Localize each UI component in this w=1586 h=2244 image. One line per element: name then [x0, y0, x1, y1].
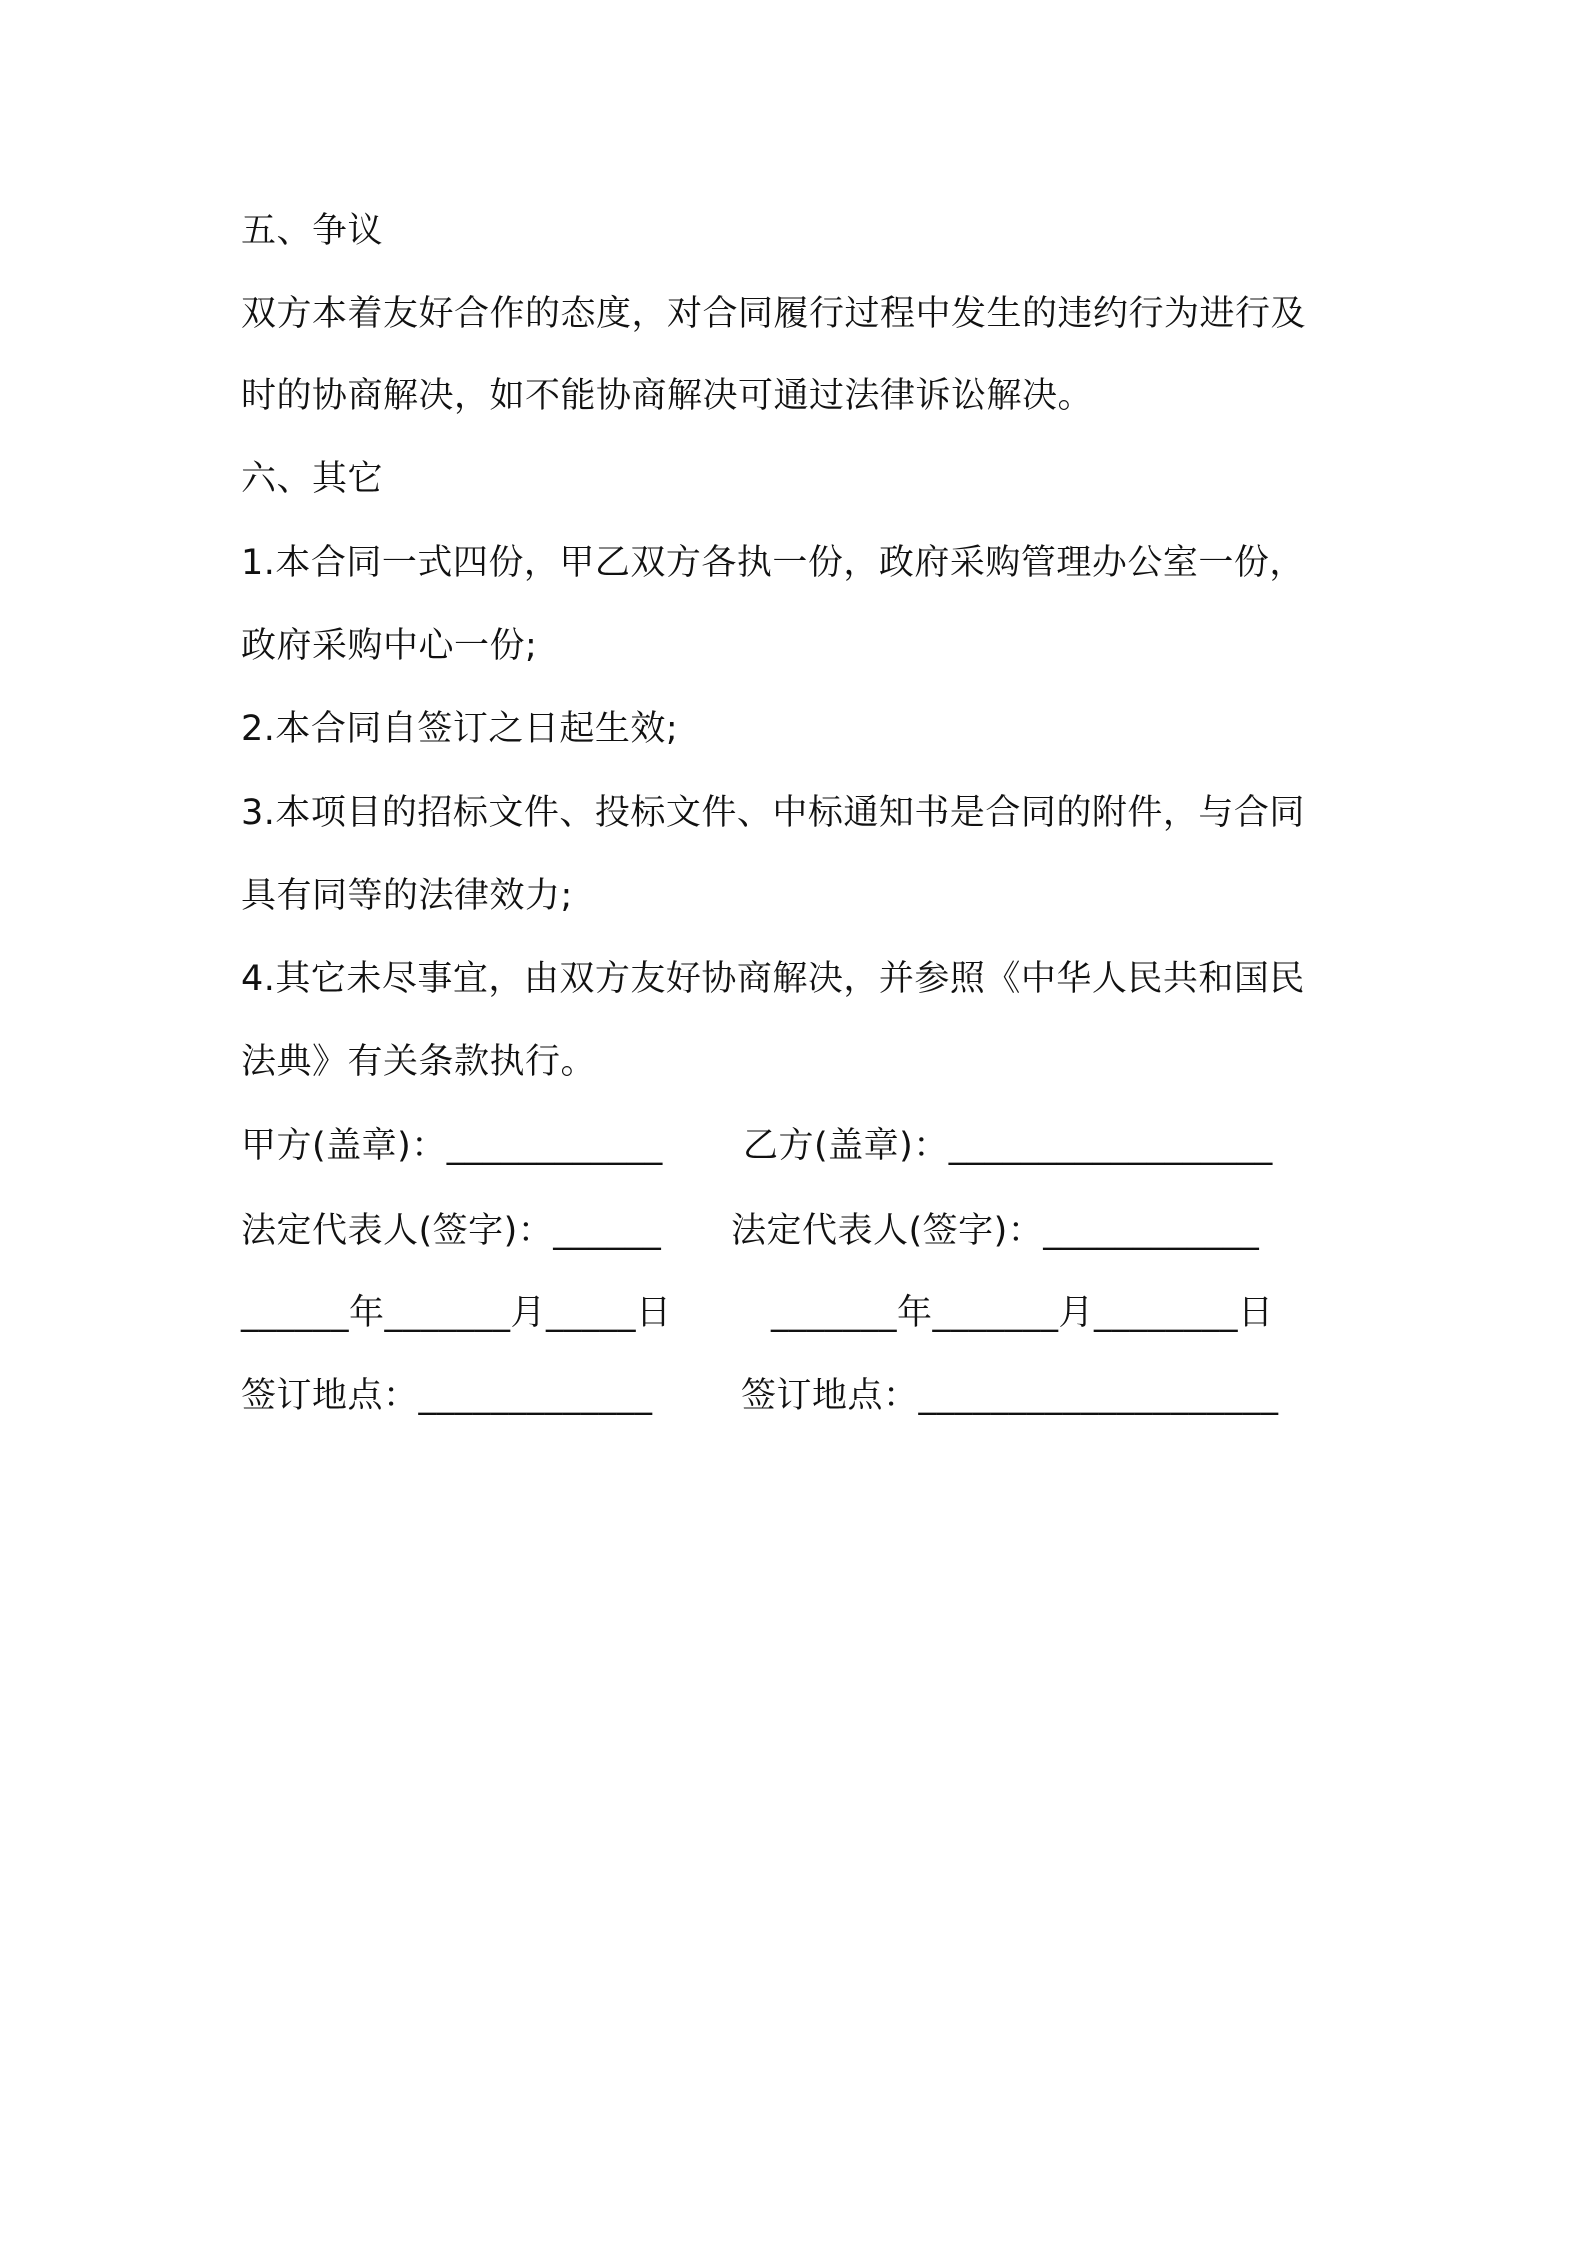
section-6-item-3-line-1: 3.本项目的招标文件、投标文件、中标通知书是合同的附件，与合同 — [241, 793, 1305, 833]
party-a-place-field: 签订地点：_____________ — [241, 1376, 653, 1416]
party-b-representative-field: 法定代表人(签字)：____________ — [731, 1211, 1260, 1251]
section-6-item-3-line-2: 具有同等的法律效力; — [241, 876, 573, 916]
section-6-item-1-line-2: 政府采购中心一份; — [241, 626, 538, 666]
section-6-item-2: 2.本合同自签订之日起生效; — [241, 709, 679, 749]
section-6-item-4-line-1: 4.其它未尽事宜，由双方友好协商解决，并参照《中华人民共和国民 — [241, 959, 1305, 999]
section-6-heading: 六、其它 — [241, 459, 384, 499]
party-a-date-field: ______年_______月_____日 — [241, 1293, 672, 1333]
party-a-seal-field: 甲方(盖章)：____________ — [241, 1126, 663, 1166]
section-5-body-line-2: 时的协商解决，如不能协商解决可通过法律诉讼解决。 — [241, 376, 1094, 416]
party-b-place-field: 签订地点：____________________ — [741, 1376, 1279, 1416]
section-5-body-line-1: 双方本着友好合作的态度，对合同履行过程中发生的违约行为进行及 — [241, 294, 1307, 334]
party-b-seal-field: 乙方(盖章)：__________________ — [743, 1126, 1273, 1166]
section-6-item-4-line-2: 法典》有关条款执行。 — [241, 1042, 597, 1082]
party-a-representative-field: 法定代表人(签字)：______ — [241, 1211, 662, 1251]
section-5-heading: 五、争议 — [241, 211, 384, 251]
section-6-item-1-line-1: 1.本合同一式四份，甲乙双方各执一份，政府采购管理办公室一份， — [241, 543, 1305, 583]
party-b-date-field: _______年_______月________日 — [771, 1293, 1274, 1333]
